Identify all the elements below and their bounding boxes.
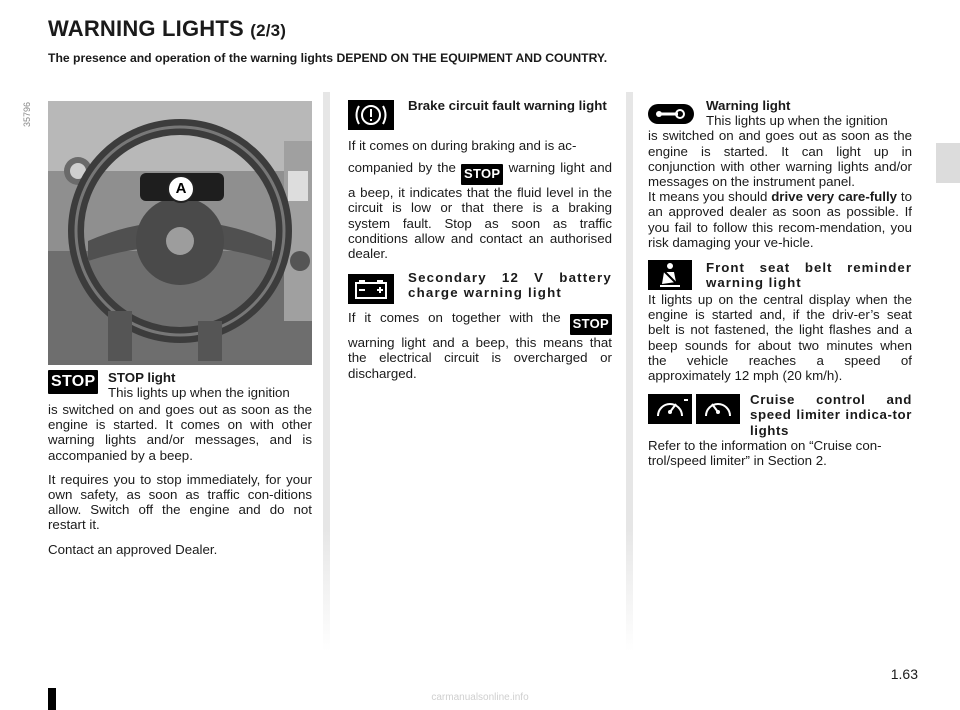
- stop-warning-icon: STOP: [461, 164, 503, 185]
- stop-description: is switched on and goes out as soon as the engine is started. It comes on with other warning lights and/or messages, and is accompanied by a beep.: [48, 402, 312, 463]
- brake-entry-header: [348, 98, 612, 134]
- cruise-description: Refer to the information on “Cruise con-trol/speed limiter” in Section 2.: [648, 437, 882, 469]
- page-number: 1.63: [890, 666, 918, 682]
- wrench-description: is switched on and goes out as soon as the engine is started. It can light up in conjunction with other warning lights and/or messages on the instrument panel.: [648, 128, 912, 190]
- brake-p2-start: companied by the: [348, 160, 456, 176]
- belt-title: Front seat belt reminder warning light: [706, 260, 912, 291]
- wrench-warning-icon: [648, 104, 694, 124]
- column-divider: [323, 92, 330, 652]
- stop-instruction: It requires you to stop immediately, for your own safety, as soon as traffic con-ditions allow. Switch off the engine and do not restart it.: [48, 471, 312, 533]
- page-subtitle: The presence and operation of the warning lights DEPEND ON THE EQUIPMENT AND COUNTRY.: [48, 51, 608, 65]
- column-divider: [626, 92, 633, 652]
- cruise-title: Cruise control and speed limiter indica-tor lights: [750, 392, 912, 438]
- seatbelt-warning-icon: [648, 260, 692, 290]
- wrench-p2-start: It means you should: [648, 189, 768, 205]
- stop-title: STOP light: [108, 370, 176, 385]
- wrench-entry-header: [648, 98, 912, 128]
- photo-reference-code: 35796: [22, 102, 32, 128]
- title-part: (2/3): [250, 21, 287, 40]
- page-title: [48, 16, 286, 42]
- callout-a: A: [167, 175, 195, 203]
- battery-entry-header: [348, 270, 612, 306]
- stop-warning-icon: STOP: [48, 370, 98, 394]
- speed-limiter-icon: [696, 394, 740, 424]
- cruise-control-icon: [648, 394, 692, 424]
- belt-entry-header: [648, 260, 912, 292]
- stop-contact: Contact an approved Dealer.: [48, 541, 218, 557]
- brake-p2: [348, 160, 612, 261]
- section-tab: [936, 143, 960, 183]
- wrench-p2: [648, 189, 912, 250]
- column-stop: [48, 370, 312, 566]
- brake-p1: If it comes on during braking and is ac-: [348, 138, 577, 153]
- battery-p1-rest: warning light and a beep, this means that the electrical circuit is overcharged or discharged.: [348, 335, 612, 381]
- watermark: carmanualsonline.info: [431, 692, 529, 703]
- wrench-p2-rest: to an approved dealer as soon as possible. If you fail to follow this recom-mendation, you risk damaging your ve-hicle.: [648, 189, 912, 250]
- belt-description: It lights up on the central display when the engine is started and, if the driv-er’s seat belt is not fastened, the light flashes and a beep sounds for about two minutes when the vehicle reaches a speed of approximately 12 mph (20 km/h).: [648, 292, 912, 384]
- column-wrench-belt-cruise: [648, 98, 912, 477]
- brake-p2-rest: warning light and a beep, it indicates that the fluid level in the circuit is low or that there is a braking system fault. Stop as soon as traffic conditions allow and contact an authorised dealer.: [348, 160, 612, 262]
- battery-title: Secondary 12 V battery charge warning light: [408, 270, 612, 301]
- wrench-p2-bold: drive very care-fully: [771, 189, 898, 205]
- stop-entry-header: [48, 370, 312, 402]
- column-brake-battery: [348, 98, 612, 390]
- title-text: WARNING LIGHTS: [48, 16, 244, 41]
- stop-line1: This lights up when the ignition: [108, 385, 290, 401]
- battery-warning-icon: [348, 274, 394, 304]
- brake-warning-icon: [348, 100, 394, 130]
- stop-warning-icon: STOP: [570, 314, 612, 335]
- cruise-entry-header: [648, 392, 912, 438]
- battery-p1-start: If it comes on together with the: [348, 310, 561, 326]
- wrench-title: Warning light: [706, 98, 791, 113]
- dashboard-photo: [48, 101, 312, 365]
- battery-p1: [348, 310, 612, 381]
- brake-title: Brake circuit fault warning light: [408, 98, 607, 113]
- wrench-line1: This lights up when the ignition: [706, 113, 888, 129]
